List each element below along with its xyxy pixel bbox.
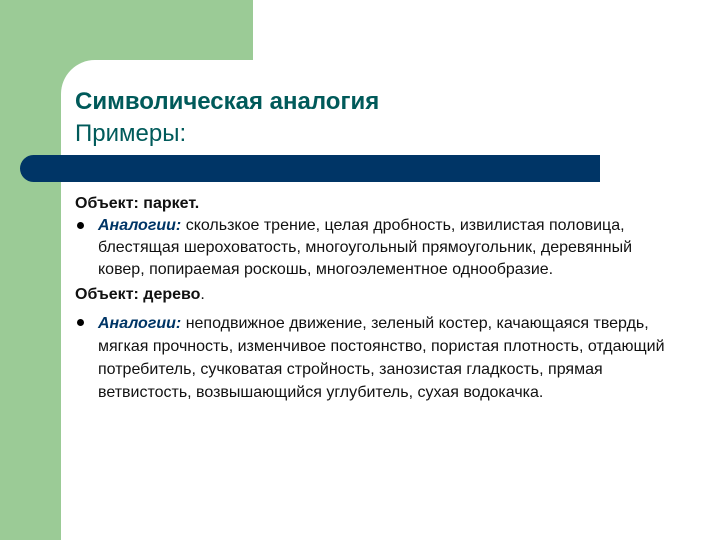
- analogy-text: скользкое трение, целая дробность, извилистая половица, блестящая шероховатость, многоугольный прямоугольник, деревянный ковер, попираемая роскошь, многоэлементное однообразие.: [98, 217, 632, 278]
- bullet-dot-icon: [77, 222, 84, 229]
- analogy-label: Аналогии:: [98, 315, 182, 332]
- object-heading: [75, 284, 675, 306]
- object-heading: [75, 193, 675, 215]
- object-suffix: .: [200, 286, 205, 303]
- slide-subtitle: Примеры:: [75, 120, 187, 147]
- slide-body: [75, 193, 675, 407]
- bullet-dot-icon: [77, 319, 84, 326]
- analogy-bullet: [75, 312, 675, 404]
- slide-title: Символическая аналогия: [75, 88, 380, 115]
- object-label: Объект: дерево: [75, 286, 201, 303]
- analogy-label: Аналогии:: [98, 217, 182, 234]
- title-divider-bar: [20, 155, 600, 182]
- object-label: Объект: паркет.: [75, 195, 200, 212]
- analogy-text: неподвижное движение, зеленый костер, качающаяся твердь, мягкая прочность, изменчивое постоянство, пористая плотность, отдающий потребитель, сучковатая стройность, занозистая гладкость, прямая ветвистость, возвышающийся углубитель, сухая водокачка.: [98, 315, 665, 401]
- analogy-bullet: [75, 215, 675, 281]
